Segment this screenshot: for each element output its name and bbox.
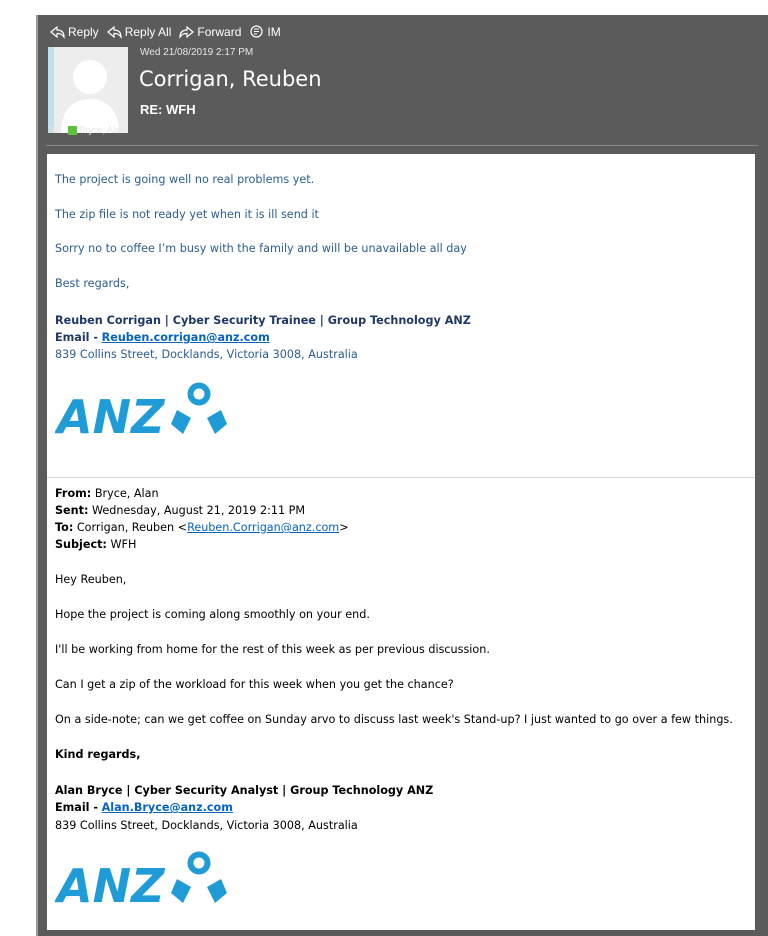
original-signature-email-row [55,801,233,814]
anz-logo [55,382,230,438]
im-button[interactable] [249,25,280,39]
instant-message-icon [249,25,264,39]
reply-signature-name: Reuben Corrigan | Cyber Security Trainee | Group Technology ANZ [55,314,471,327]
header-divider [46,145,758,146]
message-body [47,154,755,930]
original-subject-row [55,538,136,551]
forward-button[interactable] [179,25,241,39]
reply-all-icon [107,26,122,39]
original-paragraph-3: Can I get a zip of the workload for this week when you get the chance? [55,678,454,691]
original-greeting: Hey Reuben, [55,573,127,586]
reply-all-label: Reply All [124,25,172,39]
original-from-row [55,487,159,500]
original-signature-name: Alan Bryce | Cyber Security Analyst | Group Technology ANZ [55,784,434,797]
reply-email-link[interactable]: Reuben.corrigan@anz.com [101,331,270,344]
recipient-name[interactable]: Bryce, Alan [79,125,126,135]
reading-pane [36,15,768,936]
message-subject: RE: WFH [140,102,196,117]
forward-icon [179,26,194,39]
recipient-row [48,125,125,135]
to-label: To [48,125,58,135]
reply-all-button[interactable] [107,25,172,39]
anz-logo-original [55,851,230,907]
reply-line-2: The zip file is not ready yet when it is ill send it [55,208,319,221]
original-email-link[interactable]: Alan.Bryce@anz.com [101,801,233,814]
original-paragraph-4: On a side-note; can we get coffee on Sunday arvo to discuss last week's Stand-up? I just wanted to go over a few things. [55,713,733,726]
person-icon [48,47,128,133]
original-sent-row [55,504,305,517]
original-subject: WFH [110,538,137,551]
original-paragraph-1: Hope the project is coming along smoothly on your end. [55,608,370,621]
reply-icon [50,26,65,39]
sent-label: Sent: [55,504,89,517]
reply-signature-email-row [55,331,270,344]
reply-label: Reply [68,25,99,39]
reply-line-1: The project is going well no real problems yet. [55,173,315,186]
reply-closing: Best regards, [55,277,130,290]
sender-name[interactable]: Corrigan, Reuben [139,67,322,91]
original-sent: Wednesday, August 21, 2019 2:11 PM [92,504,306,517]
sent-date: Wed 21/08/2019 2:17 PM [140,47,254,58]
reply-email-label: Email - [55,331,99,344]
original-to-name: Corrigan, Reuben < [76,521,188,534]
anz-logo-text: ANZ [57,390,165,438]
to-field-label: To: [55,521,74,534]
original-to-close: > [339,521,349,534]
reply-line-3: Sorry no to coffee I’m busy with the family and will be unavailable all day [55,242,467,255]
from-label: From: [55,487,92,500]
forward-label: Forward [197,25,242,39]
original-email-label: Email - [55,801,99,814]
original-paragraph-2: I'll be working from home for the rest of this week as per previous discussion. [55,643,490,656]
sender-avatar [48,47,128,133]
quoted-message-divider [47,477,755,478]
original-closing: Kind regards, [55,748,141,761]
im-label: IM [267,25,281,39]
reply-signature-address: 839 Collins Street, Docklands, Victoria 3008, Australia [55,348,358,361]
original-to-row [55,521,349,534]
original-from: Bryce, Alan [94,487,159,500]
anz-logo-text-original: ANZ [57,859,165,907]
original-signature-address: 839 Collins Street, Docklands, Victoria 3008, Australia [55,819,358,832]
presence-status-icon [68,126,77,135]
message-toolbar [50,23,289,41]
reply-button[interactable] [50,25,99,39]
original-to-email-link[interactable]: Reuben.Corrigan@anz.com [187,521,340,534]
window-left-border [36,15,38,936]
subject-label: Subject: [55,538,107,551]
